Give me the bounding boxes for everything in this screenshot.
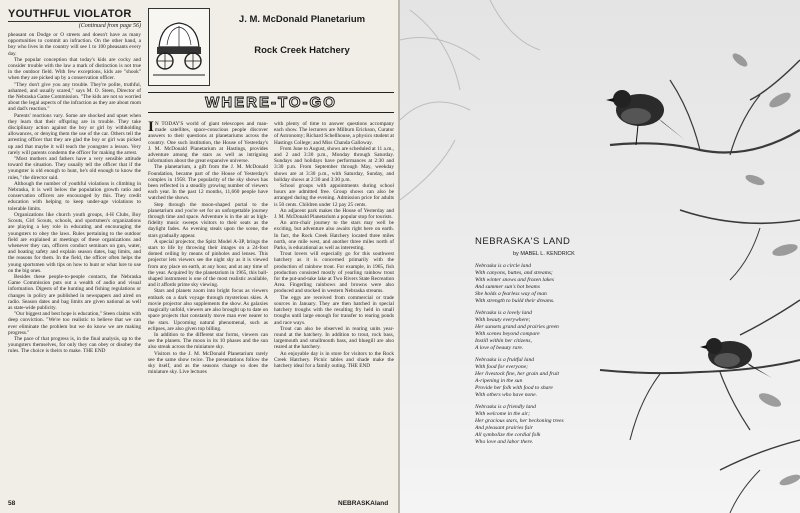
where-to-go-banner (148, 92, 394, 113)
paragraph: The eggs are received from commercial or trade sources in January. They are then hatched in special hatchery troughs with the resulting fry held in small troughs until large enough for transfer to rearing ponds and race ways. (274, 294, 394, 326)
article-body (8, 32, 141, 355)
paragraph-text: N TODAY'S world of giant telescopes and man-made satellites, space-conscious people discover answers to their questions at planetariums across the country. One such institution, the House of Yesterday's J. M. McDonald Planetarium at Hastings, provides adventure among the stars as well as intriguing information about the great expansive universe. (148, 121, 268, 165)
poem-line: Nebraska is a circle land (475, 263, 532, 269)
covered-wagon-icon (149, 9, 209, 85)
poem-title: NEBRASKA'S LAND (475, 236, 571, 247)
poem-stanza (475, 404, 650, 446)
paragraph: The planetarium, a gift from the J. M. McDonald Foundation, became part of the House of Yesterday's complex in 1958. The popularity of the sky shows has been reflected in a steadily growing number of viewers each year. In the past 12 months, 11,660 people have watched the shows. (148, 164, 268, 202)
poem-line: She holds a fearless way of man (475, 291, 547, 297)
covered-wagon-logo (148, 8, 210, 86)
paragraph: Visitors to the J. M. McDonald Planetarium rarely see the same show twice. The presentations follow the sky itself, and as the seasons change so does the miniature sky. Live lectures (148, 350, 268, 376)
poem-line: Who love and labor there. (475, 439, 534, 445)
paragraph: "They don't give you any trouble. They're polite, truthful, ashamed, and usually scared," says M. O. Steen, Director of the Nebraska Game Commission. "The kids are not so worried about the legal aspects of the infraction as they are about mom and dad's reaction." (8, 81, 141, 113)
paragraph: From June to August, shows are scheduled at 11 a.m., and 2 and 3:30 p.m., Monday through Saturday. Sundays and holidays have performances at 2:30 and 3:30 p.m. From September through May, weekday shows are at 3:30 p.m., with Saturday, Sunday, and holiday shows at 2:30 and 3:30 p.m. (274, 145, 394, 183)
poem-line: With winter snows and frozen lakes (475, 277, 554, 283)
poem-line: Her gracious stars, her beckoning trees (475, 418, 564, 424)
poem-line: Nebraska is a fruitful land (475, 357, 535, 363)
paragraph: An enjoyable day is in store for visitors to the Rock Creek Hatchery. Picnic tables and shade make the hatchery ideal for a family outing. THE END (274, 350, 394, 369)
paragraph: The popular conception that today's kids are cocky and consider trouble with the law a mark of distinction is not true in the outdoor field. With few exceptions, kids are "shook" when they are picked up by a conservation officer. (8, 56, 141, 82)
paragraph: Trout can also be observed in rearing units year-round at the hatchery. In addition to trout, rock bass, largemouth and smallmouth bass, and bluegill are also reared at the hatchery. (274, 325, 394, 351)
poem-line: With others who have none. (475, 392, 537, 398)
poem-line: With strength to build their dreams. (475, 298, 555, 304)
poem-line: All symbolize the cordial folk (475, 432, 541, 438)
poem-line: With beauty everywhere; (475, 317, 531, 323)
poem-line: With canyons, buttes, and streams; (475, 270, 553, 276)
poem-stanza (475, 357, 650, 399)
paragraph (148, 121, 268, 164)
poem-line: Nebraska is a friendly land (475, 404, 536, 410)
poem-line: And pleasant prairies fair (475, 425, 533, 431)
paragraph: with plenty of time to answer questions accompany each show. The lecturers are Milburn Erickson, Curator of Astronomy; Richard Schellhouse, a physics student at Hastings College; and Miss Chanda Galloway. (274, 121, 394, 146)
poem-line: And summer sun's hot beams (475, 284, 540, 290)
planetarium-heading: J. M. McDonald Planetarium (238, 14, 366, 25)
paragraph: pheasant on Dodge or O streets and doesn't have as many opportunities to commit an infraction. On the other hand, a boy who lives in the country will see 1 to 100 pheasants every day. (8, 32, 141, 57)
poem-line: Nebraska is a lovely land (475, 310, 532, 316)
paragraph: Besides these people-to-people contacts, the Nebraska Game Commission puts out a wealth of audio and visual information. Digests of the hunting and fishing regulations or changes in policy are published in newspapers and aired on radio. Season dates and bag limits are given national as well as state-wide publicity. (8, 273, 141, 311)
article-title: YOUTHFUL VIOLATOR (8, 8, 141, 22)
hatchery-heading: Rock Creek Hatchery (254, 45, 350, 56)
paragraph: An adjacent park makes the House of Yesterday and J. M. McDonald Planetarium a popular stop for tourists. (274, 207, 394, 221)
paragraph: Parents' reactions vary. Some are shocked and upset when they learn that their offspring are in trouble. They take disciplinary action against the boy or girl by withholding allowances, or denying them the use of the car. Others tell the arresting officer that they are glad the boy or girl was picked up and that maybe it will teach the youngster a lesson. Very rarely will parents condemn the officer for making the arrest. (8, 112, 141, 156)
continued-note: (Continued from page 56) (78, 23, 141, 29)
poem-line: Instill within her citizens, (475, 338, 532, 344)
poem-line: Provide her folk with food to share (475, 385, 553, 391)
youthful-violator-column (8, 8, 141, 355)
left-page (0, 0, 398, 513)
magazine-name: NEBRASKAland (338, 500, 389, 507)
paragraph: Although the number of youthful violations is climbing in Nebraska, it is well below the population growth ratio and conservation officers are encouraged by this. They credit education with helping to keep under-age violations to tolerable limits. (8, 180, 141, 212)
paragraph: "Most mothers and fathers have a very sensible attitude toward the situation. They usually tell the officer that if the youngster is old enough to hunt, he's old enough to know the rules," the director said. (8, 156, 141, 181)
poem-line: A-ripening in the sun (475, 378, 523, 384)
poem-line: With welcome in the air; (475, 411, 530, 417)
planetarium-column (148, 121, 268, 375)
paragraph: "Our biggest and best hope is education," Steen claims with deep conviction. "We're too realistic to believe that we can ever eliminate the problem but we do know we are making progress." (8, 311, 141, 336)
paragraph: Step through the moon-shaped portal to the planetarium and you're set for an unforgettable journey through time and space. Adventure is in the air as high-fidelity music sweeps visitors to their seats as the daylight fades. As evening steals upon the scene, the stars gradually appear. (148, 201, 268, 239)
poem-line: With scenes beyond compare (475, 331, 540, 337)
paragraph: An arm-chair journey to the stars may well be exciting, but adventure also awaits right here on earth. In fact, the Rock Creek Hatchery located three miles north, one mile west, and another three miles north of Parks, is educational as well as interesting. (274, 220, 394, 252)
poem-line: Her livestock fine, her grain and fruit (475, 371, 560, 377)
paragraph: In addition to the different star forms, viewers can see the planets. The moon in its 10 phases and the sun also streak across the miniature sky. (148, 331, 268, 351)
poem-block (475, 236, 650, 451)
paragraph: A special projector, the Spitz Model A-3P, brings the stars to life by throwing their images on a 24-foot domed ceiling by means of pinholes and lenses. This projector lets viewers see the night sky as it is viewed from any place on earth, at any hour, and at any time of the year. Acquired by the planetarium in 1965, this ball-shaped instrument is one of the most realistic available, and it affords prime sky viewing. (148, 238, 268, 289)
right-page (400, 0, 800, 513)
hatchery-column (274, 121, 394, 369)
poem-stanza (475, 263, 650, 305)
poem-line: A love of beauty rare. (475, 345, 524, 351)
poem-line: Her sunsets grand and prairies green (475, 324, 559, 330)
poem-stanza (475, 310, 650, 352)
paragraph: The pace of that progress is, in the final analysis, up to the youngsters themselves, for only they can obey or disobey the rules. The choice is theirs to make. THE END (8, 335, 141, 355)
paragraph: Trout lovers will especially go for this southwest hatchery as it is concerned primarily with the production of rainbow trout. For example, in 1965, fish production consisted mostly of yearling rainbow trout for the put-and-take lake at Two Rivers State Recreation Area. Fingerling rainbows and browns were also produced and stocked in western Nebraska streams. (274, 251, 394, 295)
poem-author: by MABEL L. KENDRICK (513, 251, 575, 257)
banner-text: WHERE-TO-GO (205, 94, 337, 111)
paragraph: Stars and planets zoom into bright focus as viewers embark on a dark voyage through mysterious skies. A movie projector also supplements the show. As galaxies magically unfold, viewers are also brought up to date on space projects that constantly move man ever nearer to the stars. Upcoming natural phenomenal, such as eclipses, are also given top billing. (148, 288, 268, 332)
paragraph: Organizations like church youth groups, 4-H Clubs, Boy Scouts, Girl Scouts, schools, and sportsmen's organizations are playing a key role in educating and encouraging the youngsters to obey the laws. Rules pertaining to the outdoor field are explained at meetings of these organizations and whenever they can, officers conduct seminars on gun, water, and boating safety and explain season dates, bag limits, and the reasons for them. In the field, the officer often helps the young sportsmen with tips on how to hunt or what lure to use on the big ones. (8, 211, 141, 274)
paragraph: School groups with appointments during school hours are admitted free. Group shows can also be arranged during the evening. Admission price for adults is 50 cents. Children under 12 pay 25 cents. (274, 183, 394, 208)
page-number: 58 (8, 500, 16, 507)
poem-line: With food for everyone; (475, 364, 528, 370)
drop-cap: I (148, 119, 154, 135)
